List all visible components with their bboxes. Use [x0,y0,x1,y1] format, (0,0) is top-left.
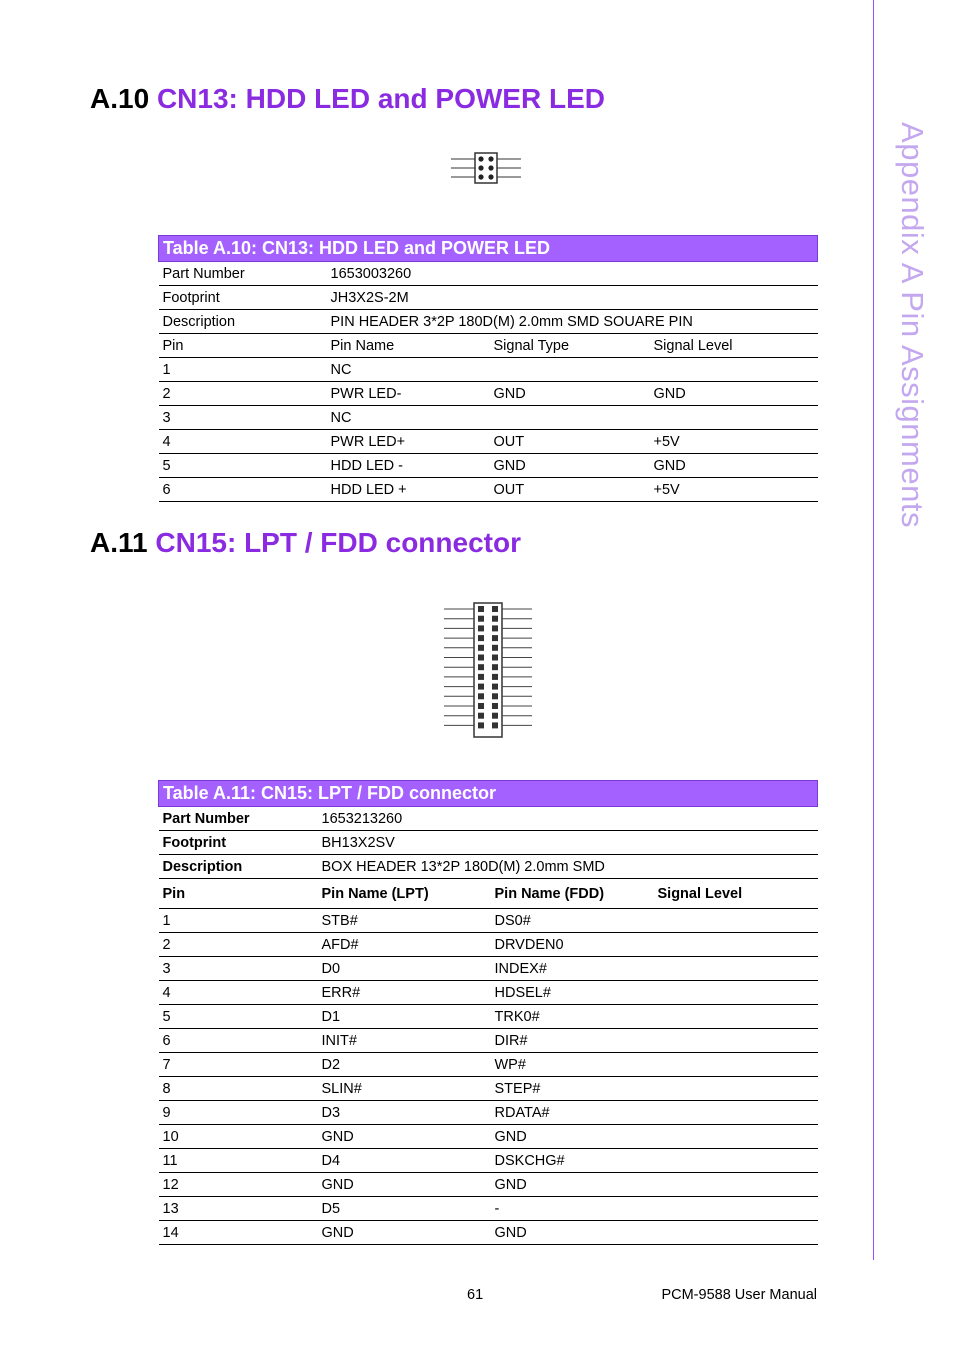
cell: GND [490,454,650,478]
pin-pad [478,635,484,641]
table-row [159,454,818,478]
cn15-connector-diagram [440,600,536,740]
cell: SLIN# [318,1077,491,1101]
pin-pad [478,645,484,651]
cell: 2 [159,933,318,957]
info-row [159,286,818,310]
table-row [159,1077,818,1101]
cell: 10 [159,1125,318,1149]
info-label: Footprint [159,831,318,855]
table-row [159,382,818,406]
cell [654,981,818,1005]
cell [490,358,650,382]
header-row [159,334,818,358]
pin-pad [492,674,498,680]
cell: 11 [159,1149,318,1173]
cell [490,406,650,430]
table-row [159,957,818,981]
cell [654,1005,818,1029]
cell [654,1197,818,1221]
cell [654,1149,818,1173]
pin-pad [492,606,498,612]
table-row [159,933,818,957]
column-header: Signal Level [650,334,818,358]
cell: ERR# [318,981,491,1005]
cell: 1 [159,909,318,933]
cell: +5V [650,478,818,502]
column-header: Pin Name (LPT) [318,879,491,909]
column-header: Signal Type [490,334,650,358]
cn13-connector-diagram [448,150,524,186]
header-row [159,879,818,909]
table-row [159,981,818,1005]
cell: GND [318,1125,491,1149]
cell: NC [327,358,490,382]
cell: 4 [159,430,327,454]
section-title: CN13: HDD LED and POWER LED [156,83,605,114]
cell: 4 [159,981,318,1005]
page-number: 61 [467,1287,484,1303]
cell [654,909,818,933]
pin-pad [478,684,484,690]
cell: STEP# [491,1077,654,1101]
cell: D2 [318,1053,491,1077]
info-value: PIN HEADER 3*2P 180D(M) 2.0mm SMD SOUARE PIN [327,310,818,334]
info-row [159,807,818,831]
pin-pad [478,674,484,680]
section-heading-a10 [90,83,605,115]
column-header: Pin Name (FDD) [491,879,654,909]
info-label: Footprint [159,286,327,310]
table-a10 [158,235,818,502]
cell: 9 [159,1101,318,1125]
table-caption: Table A.10: CN13: HDD LED and POWER LED [159,236,818,262]
pin-pad [492,703,498,709]
info-row [159,310,818,334]
table-row [159,358,818,382]
pin-pad [492,625,498,631]
info-value: BOX HEADER 13*2P 180D(M) 2.0mm SMD [318,855,818,879]
cell: RDATA# [491,1101,654,1125]
section-number: A.10 [90,83,150,114]
cell: HDD LED - [327,454,490,478]
cell: GND [490,382,650,406]
cell: D3 [318,1101,491,1125]
cell: DIR# [491,1029,654,1053]
column-header: Pin [159,879,318,909]
cell: DRVDEN0 [491,933,654,957]
cell: INDEX# [491,957,654,981]
info-value: JH3X2S-2M [327,286,818,310]
side-rule [873,0,874,1260]
info-value: BH13X2SV [318,831,818,855]
cell: GND [650,382,818,406]
column-header: Pin Name [327,334,490,358]
cell [654,957,818,981]
cell: DSKCHG# [491,1149,654,1173]
pin-pad [492,645,498,651]
cell: 3 [159,406,327,430]
cell [654,1221,818,1245]
cell [654,1029,818,1053]
pin-pad [478,693,484,699]
cell: +5V [650,430,818,454]
table-row [159,1053,818,1077]
cell: STB# [318,909,491,933]
column-header: Pin [159,334,327,358]
cell: 6 [159,1029,318,1053]
cell: D0 [318,957,491,981]
table-row [159,1125,818,1149]
cell [654,1173,818,1197]
cell: - [491,1197,654,1221]
cell: GND [318,1221,491,1245]
cell: PWR LED- [327,382,490,406]
table-caption: Table A.11: CN15: LPT / FDD connector [159,781,818,807]
cell: INIT# [318,1029,491,1053]
pin-pad [492,635,498,641]
cell: 12 [159,1173,318,1197]
info-value: 1653003260 [327,262,818,286]
cell: DS0# [491,909,654,933]
table-row [159,1173,818,1197]
section-title: CN15: LPT / FDD connector [155,527,521,558]
cell: WP# [491,1053,654,1077]
section-number: A.11 [90,527,148,558]
pin-pad [492,684,498,690]
info-row [159,855,818,879]
cell [654,933,818,957]
cell [650,358,818,382]
cell [654,1077,818,1101]
pin-pad [478,655,484,661]
cell: GND [650,454,818,478]
side-title: Appendix A Pin Assignments [895,122,930,528]
info-label: Part Number [159,807,318,831]
table-row [159,1101,818,1125]
cell: D5 [318,1197,491,1221]
pin-pad [492,664,498,670]
table-row [159,909,818,933]
cell: PWR LED+ [327,430,490,454]
info-value: 1653213260 [318,807,818,831]
info-label: Description [159,310,327,334]
table-a11 [158,780,818,1245]
cell: 5 [159,1005,318,1029]
table-row [159,1005,818,1029]
cell: GND [491,1125,654,1149]
cell: 8 [159,1077,318,1101]
pin-pad [478,713,484,719]
manual-title: PCM-9588 User Manual [661,1287,817,1303]
pin-pad [478,703,484,709]
cell: 14 [159,1221,318,1245]
pin-pad [492,722,498,728]
info-row [159,262,818,286]
cell [654,1101,818,1125]
table-row [159,1149,818,1173]
table-row [159,1221,818,1245]
cell: GND [491,1221,654,1245]
cell [654,1125,818,1149]
cell [654,1053,818,1077]
pin-pad [492,616,498,622]
table-row [159,478,818,502]
cell: D4 [318,1149,491,1173]
pin-pad [492,655,498,661]
cell: 3 [159,957,318,981]
cell: 6 [159,478,327,502]
cell: GND [318,1173,491,1197]
cell: NC [327,406,490,430]
cell: TRK0# [491,1005,654,1029]
cell: 7 [159,1053,318,1077]
cell: HDD LED + [327,478,490,502]
pin-pad [478,606,484,612]
cell: 13 [159,1197,318,1221]
pin-pad [478,625,484,631]
cell: D1 [318,1005,491,1029]
table-row [159,1197,818,1221]
cell: OUT [490,478,650,502]
pin-pad [492,713,498,719]
pin-pad [492,693,498,699]
info-label: Description [159,855,318,879]
info-row [159,831,818,855]
cell: 2 [159,382,327,406]
cell [650,406,818,430]
cell: OUT [490,430,650,454]
cell: AFD# [318,933,491,957]
pin-pad [478,664,484,670]
cell: GND [491,1173,654,1197]
info-label: Part Number [159,262,327,286]
cell: HDSEL# [491,981,654,1005]
pin-pad [478,722,484,728]
table-row [159,1029,818,1053]
cell: 5 [159,454,327,478]
section-heading-a11 [90,527,521,559]
pin-pad [478,616,484,622]
table-row [159,430,818,454]
table-row [159,406,818,430]
column-header: Signal Level [654,879,818,909]
cell: 1 [159,358,327,382]
